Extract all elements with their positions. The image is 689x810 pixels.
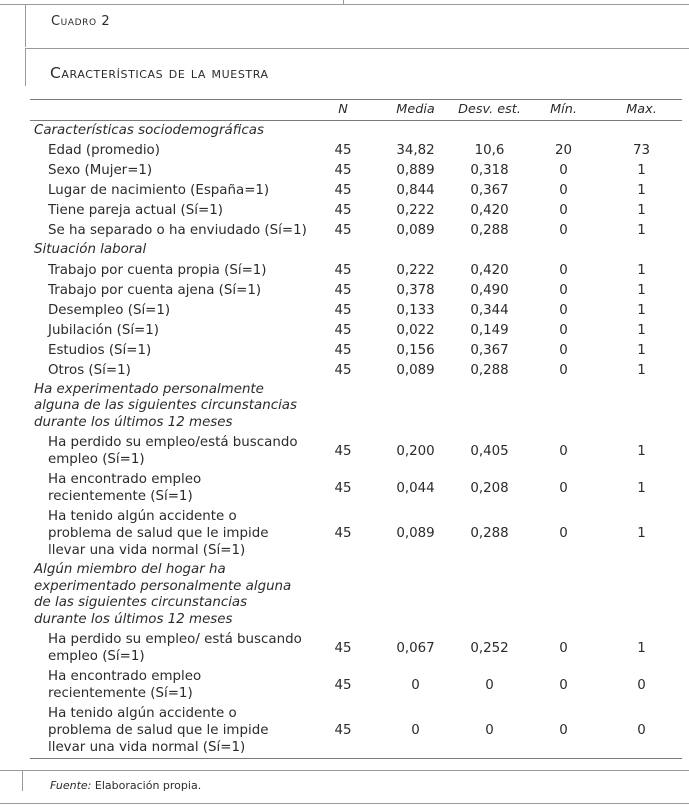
value-cell: 1	[637, 183, 646, 198]
table-row	[30, 201, 682, 221]
value-cell: 0,288	[470, 362, 509, 378]
source-text: Elaboración propia.	[94, 779, 202, 792]
value-cell: 0	[559, 640, 568, 656]
row-label: Se ha separado o ha enviudado (Sí=1)	[48, 223, 307, 238]
value-cell: 0	[559, 223, 568, 238]
value-cell: 0,089	[396, 362, 435, 378]
table-row	[30, 630, 682, 667]
section-heading-row	[30, 121, 682, 141]
value-cell: 0	[559, 322, 568, 338]
value-cell: 45	[334, 203, 352, 218]
value-cell: 1	[637, 526, 646, 541]
value-cell: 0	[559, 302, 568, 318]
table-row	[30, 360, 682, 380]
value-cell: 0	[559, 282, 568, 298]
section-heading-row	[30, 561, 682, 630]
table-row	[30, 320, 682, 340]
source-note	[50, 779, 201, 792]
source-label: Fuente:	[50, 779, 92, 792]
table-number: Cuadro 2	[51, 14, 111, 29]
bottom-divider	[0, 803, 689, 804]
value-cell: 0,200	[396, 443, 435, 459]
empty-cell	[453, 380, 526, 433]
row-label: Jubilación (Sí=1)	[48, 322, 160, 338]
table-row	[30, 470, 682, 507]
top-tick	[343, 0, 344, 5]
value-cell: 1	[637, 362, 646, 378]
value-cell: 1	[637, 443, 646, 459]
empty-cell	[526, 241, 601, 261]
value-cell: 0	[559, 362, 568, 378]
value-cell: 0	[411, 677, 420, 693]
value-cell: 0	[559, 342, 568, 358]
value-cell: 45	[334, 302, 352, 318]
row-label: Estudios (Sí=1)	[48, 342, 152, 358]
section-heading-row	[30, 380, 682, 433]
value-cell: 10,6	[474, 143, 505, 158]
value-cell: 0,318	[470, 163, 509, 178]
empty-cell	[378, 380, 453, 433]
value-cell: 1	[637, 203, 646, 218]
table-row	[30, 221, 682, 241]
column-header: Desv. est.	[453, 100, 526, 121]
value-cell: 0,420	[470, 262, 509, 278]
table-row	[30, 280, 682, 300]
value-cell: 34,82	[396, 143, 435, 158]
value-cell: 0,844	[396, 183, 435, 198]
value-cell: 0,367	[470, 342, 509, 358]
row-label: Otros (Sí=1)	[48, 362, 131, 378]
value-cell: 0,252	[470, 640, 509, 656]
value-cell: 0,022	[396, 322, 435, 338]
value-cell: 0	[559, 443, 568, 459]
value-cell: 1	[637, 223, 646, 238]
row-label: Ha perdido su empleo/ está buscando empleo (Sí=1)	[48, 632, 302, 664]
value-cell: 0,044	[396, 480, 435, 496]
empty-cell	[526, 380, 601, 433]
table-row	[30, 161, 682, 181]
value-cell: 0,344	[470, 302, 509, 318]
empty-cell	[453, 561, 526, 630]
empty-cell	[378, 121, 453, 141]
value-cell: 0	[559, 203, 568, 218]
value-cell: 45	[334, 443, 352, 459]
empty-cell	[601, 380, 682, 433]
value-cell: 45	[334, 480, 352, 496]
section-heading-row	[30, 241, 682, 261]
empty-cell	[453, 241, 526, 261]
value-cell: 0,889	[396, 163, 435, 178]
row-label: Ha tenido algún accidente o problema de salud que le impide llevar una vida normal (Sí=1)	[48, 509, 269, 558]
table-row	[30, 667, 682, 704]
table-row	[30, 507, 682, 561]
value-cell: 0,222	[396, 262, 435, 278]
left-bracket-title	[25, 49, 26, 86]
value-cell: 1	[637, 302, 646, 318]
table-row	[30, 433, 682, 470]
row-label: Ha encontrado empleo recientemente (Sí=1)	[48, 669, 202, 701]
value-cell: 1	[637, 322, 646, 338]
value-cell: 0,156	[396, 342, 435, 358]
empty-cell	[308, 561, 378, 630]
row-label: Desempleo (Sí=1)	[48, 302, 171, 318]
table-body	[30, 121, 682, 759]
row-label: Tiene pareja actual (Sí=1)	[48, 203, 223, 218]
left-bracket-top	[25, 5, 26, 47]
value-cell: 0,288	[470, 223, 509, 238]
value-cell: 0	[526, 704, 601, 759]
value-cell: 0,288	[470, 526, 509, 541]
value-cell: 0,208	[470, 480, 509, 496]
empty-cell	[526, 561, 601, 630]
value-cell: 0,067	[396, 640, 435, 656]
table-row	[30, 704, 682, 759]
table-row	[30, 181, 682, 201]
row-label: Trabajo por cuenta propia (Sí=1)	[48, 262, 267, 278]
value-cell: 20	[554, 143, 573, 158]
empty-cell	[308, 121, 378, 141]
empty-cell	[601, 561, 682, 630]
empty-cell	[308, 241, 378, 261]
section-heading: Características sociodemográficas	[34, 122, 264, 138]
value-cell: 0,089	[396, 526, 435, 541]
top-divider	[0, 4, 689, 5]
value-cell: 0	[559, 183, 568, 198]
value-cell: 0	[559, 163, 568, 178]
value-cell: 0,490	[470, 282, 509, 298]
value-cell: 0	[559, 677, 568, 693]
value-cell: 1	[637, 282, 646, 298]
value-cell: 0,133	[396, 302, 435, 318]
empty-cell	[378, 561, 453, 630]
column-header: Media	[378, 100, 453, 121]
table-row	[30, 141, 682, 161]
value-cell: 45	[334, 640, 352, 656]
column-header: Mín.	[526, 100, 601, 121]
value-cell: 0,149	[470, 322, 509, 338]
value-cell: 45	[334, 282, 352, 298]
header-row	[30, 100, 682, 121]
value-cell: 1	[637, 480, 646, 496]
value-cell: 0,378	[396, 282, 435, 298]
empty-cell	[308, 380, 378, 433]
row-label: Ha perdido su empleo/está buscando empleo (Sí=1)	[48, 435, 298, 467]
value-cell: 45	[334, 342, 352, 358]
value-cell: 0,420	[470, 203, 509, 218]
table-row	[30, 340, 682, 360]
value-cell: 0	[601, 704, 682, 759]
statistics-table	[30, 99, 682, 759]
row-label: Ha encontrado empleo recientemente (Sí=1)	[48, 472, 202, 504]
row-label: Edad (promedio)	[48, 143, 160, 158]
column-header: N	[308, 100, 378, 121]
section-heading: Algún miembro del hogar ha experimentado personalmente alguna de las siguientes circunstancias durante los últimos 12 meses	[34, 562, 292, 627]
value-cell: 0	[559, 262, 568, 278]
value-cell: 0,089	[396, 223, 435, 238]
value-cell: 45	[334, 362, 352, 378]
row-label: Lugar de nacimiento (España=1)	[48, 183, 270, 198]
value-cell: 45	[334, 677, 352, 693]
value-cell: 45	[334, 163, 352, 178]
section-heading: Situación laboral	[34, 242, 147, 257]
value-cell: 45	[334, 223, 352, 238]
value-cell: 0	[559, 480, 568, 496]
value-cell: 1	[637, 640, 646, 656]
value-cell: 0	[453, 704, 526, 759]
value-cell: 45	[334, 322, 352, 338]
empty-cell	[601, 241, 682, 261]
row-label: Ha tenido algún accidente o problema de salud que le impide llevar una vida normal (Sí=1)	[30, 704, 308, 759]
value-cell: 0,222	[396, 203, 435, 218]
empty-cell	[453, 121, 526, 141]
value-cell: 1	[637, 262, 646, 278]
empty-cell	[601, 121, 682, 141]
value-cell: 0	[559, 526, 568, 541]
row-label: Sexo (Mujer=1)	[48, 163, 153, 178]
value-cell: 0	[378, 704, 453, 759]
column-header: Max.	[601, 100, 682, 121]
empty-cell	[378, 241, 453, 261]
row-label: Trabajo por cuenta ajena (Sí=1)	[48, 282, 262, 298]
section-heading: Ha experimentado personalmente alguna de las siguientes circunstancias durante los últimos 12 meses	[34, 381, 297, 430]
value-cell: 0,367	[470, 183, 509, 198]
table-row	[30, 260, 682, 280]
value-cell: 45	[334, 526, 352, 541]
value-cell: 0	[637, 677, 646, 693]
value-cell: 45	[334, 143, 352, 158]
header-blank	[30, 100, 308, 121]
header-divider	[25, 48, 689, 49]
empty-cell	[526, 121, 601, 141]
table-title: Características de la muestra	[50, 64, 269, 82]
value-cell: 0	[485, 677, 494, 693]
value-cell: 1	[637, 163, 646, 178]
footer-divider	[0, 770, 689, 771]
value-cell: 45	[334, 183, 352, 198]
value-cell: 45	[308, 704, 378, 759]
value-cell: 0,405	[470, 443, 509, 459]
value-cell: 73	[632, 143, 651, 158]
table-row	[30, 300, 682, 320]
left-bracket-footer	[22, 771, 23, 791]
value-cell: 45	[334, 262, 352, 278]
value-cell: 1	[637, 342, 646, 358]
